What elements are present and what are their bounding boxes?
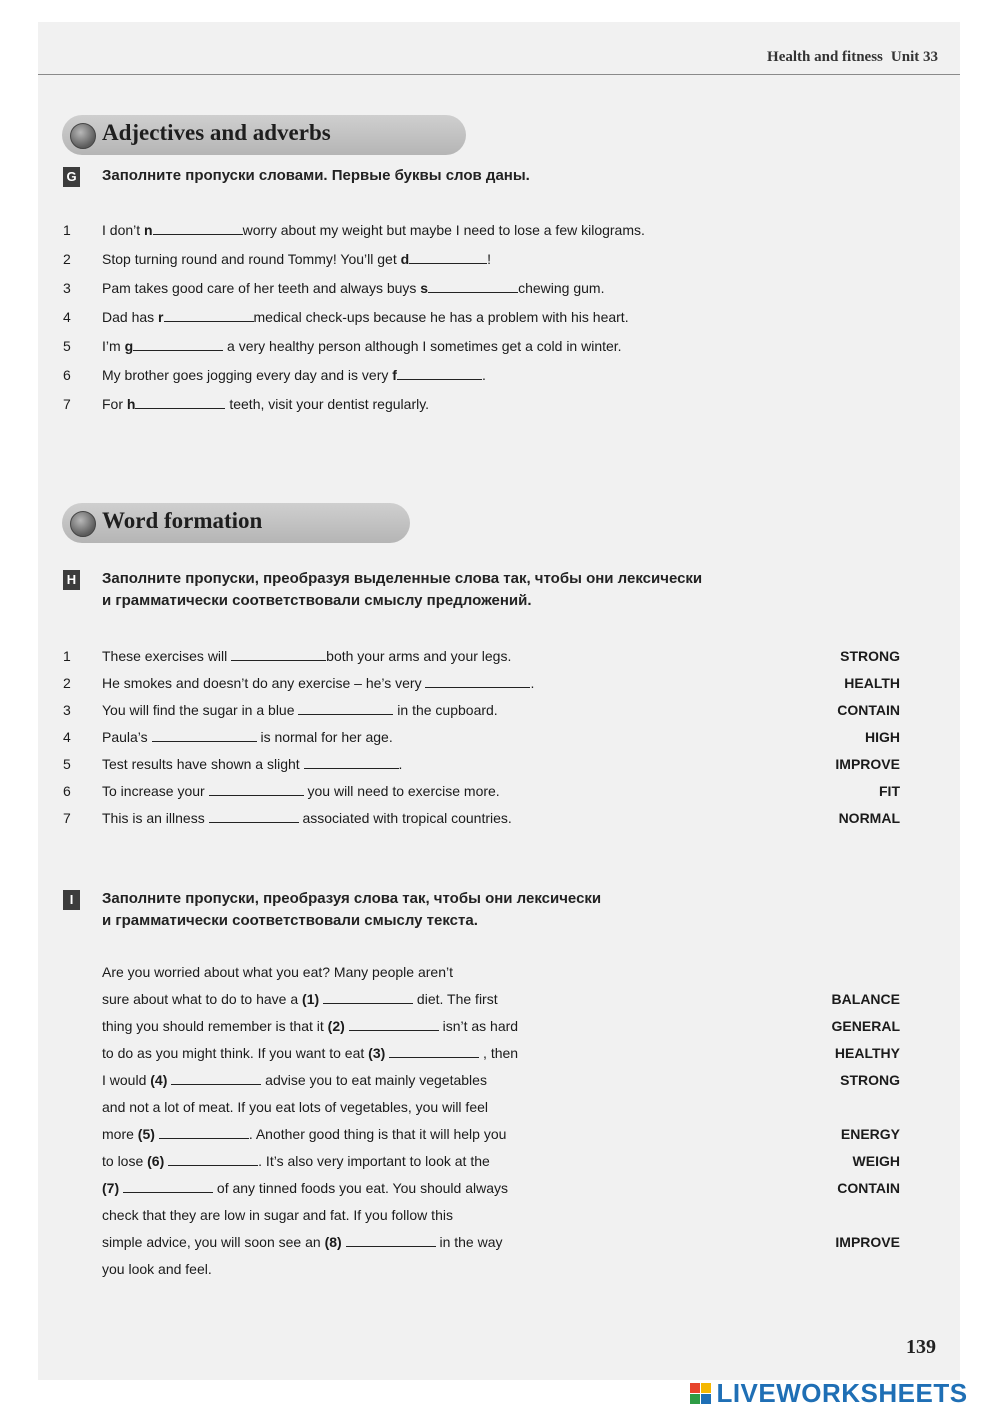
item-number: 4 xyxy=(63,309,71,325)
answer-blank[interactable] xyxy=(428,280,518,293)
sentence-start: Pam takes good care of her teeth and always buys xyxy=(102,280,421,296)
line-end: of any tinned foods you eat. You should always xyxy=(213,1180,509,1196)
item-sentence xyxy=(102,648,511,664)
sentence-end: . xyxy=(481,367,486,383)
sentence-end: worry about my weight but maybe I need to lose a few kilograms. xyxy=(242,222,645,238)
sentence-end: both your arms and your legs. xyxy=(326,648,512,664)
first-letter-hint: f xyxy=(392,367,397,383)
line-start: Are you worried about what you eat? Many people aren’t xyxy=(102,964,453,980)
keyword: CONTAIN xyxy=(837,1180,900,1196)
task-g-instruction: Заполните пропуски словами. Первые буквы слов даны. xyxy=(102,167,530,184)
sentence-start: Paula’s xyxy=(102,729,152,745)
section-title: Adjectives and adverbs xyxy=(102,120,331,145)
text-line xyxy=(102,1126,506,1142)
item-number: 2 xyxy=(63,251,71,267)
sentence-end: medical check-ups because he has a problem with his heart. xyxy=(253,309,629,325)
section-bullet-icon xyxy=(70,123,96,149)
answer-blank[interactable] xyxy=(152,729,257,742)
line-start: check that they are low in sugar and fat. If you follow this xyxy=(102,1207,453,1223)
task-i-line xyxy=(38,1095,960,1121)
first-letter-hint: g xyxy=(124,338,134,354)
sentence-end: is normal for her age. xyxy=(256,729,393,745)
text-line xyxy=(102,991,498,1007)
item-sentence xyxy=(102,729,393,745)
line-start: and not a lot of meat. If you eat lots of vegetables, you will feel xyxy=(102,1099,489,1115)
answer-blank[interactable] xyxy=(135,396,225,409)
text-line xyxy=(102,1234,503,1250)
keyword: STRONG xyxy=(840,648,900,664)
keyword: CONTAIN xyxy=(837,702,900,718)
answer-blank[interactable] xyxy=(209,810,299,823)
text-line xyxy=(102,1261,212,1277)
task-g-item xyxy=(38,218,960,244)
task-h-item xyxy=(38,698,960,724)
answer-blank[interactable] xyxy=(425,675,530,688)
logo-text: LIVEWORKSHEETS xyxy=(716,1378,968,1408)
line-end: in the way xyxy=(435,1234,503,1250)
item-sentence xyxy=(102,702,498,718)
keyword: STRONG xyxy=(840,1072,900,1088)
answer-blank[interactable] xyxy=(409,251,487,264)
task-i-line xyxy=(38,1230,960,1256)
answer-blank[interactable] xyxy=(323,991,413,1004)
gap-number: (6) xyxy=(147,1153,165,1169)
sentence-end: . xyxy=(530,675,535,691)
first-letter-hint: h xyxy=(126,396,136,412)
line-start: sure about what to do to have a xyxy=(102,991,303,1007)
task-g-item xyxy=(38,363,960,389)
text-line xyxy=(102,1045,518,1061)
answer-blank[interactable] xyxy=(159,1126,249,1139)
header-unit: Unit 33 xyxy=(890,49,938,65)
sentence-end: ! xyxy=(487,251,492,267)
answer-blank[interactable] xyxy=(389,1045,479,1058)
sentence-start: To increase your xyxy=(102,783,209,799)
line-start: to lose xyxy=(102,1153,148,1169)
sentence-end: a very healthy person although I sometimes get a cold in winter. xyxy=(223,338,622,354)
item-number: 3 xyxy=(63,702,71,718)
keyword: GENERAL xyxy=(831,1018,900,1034)
task-letter-h: H xyxy=(63,570,80,590)
item-number: 3 xyxy=(63,280,71,296)
sentence-start: These exercises will xyxy=(102,648,232,664)
page-header xyxy=(38,22,960,75)
item-number: 4 xyxy=(63,729,71,745)
answer-blank[interactable] xyxy=(123,1180,213,1193)
line-end: isn’t as hard xyxy=(438,1018,519,1034)
task-h-item xyxy=(38,806,960,832)
task-i-line xyxy=(38,1257,960,1283)
gap-number: (8) xyxy=(324,1234,342,1250)
gap-number: (1) xyxy=(302,991,320,1007)
task-i-line xyxy=(38,1203,960,1229)
task-g-item xyxy=(38,247,960,273)
section-word-formation xyxy=(62,503,410,543)
item-number: 7 xyxy=(63,396,71,412)
gap-number: (2) xyxy=(327,1018,345,1034)
first-letter-hint: n xyxy=(144,222,153,238)
task-i-line xyxy=(38,1041,960,1067)
answer-blank[interactable] xyxy=(168,1153,258,1166)
liveworksheets-logo xyxy=(690,1378,968,1410)
keyword: NORMAL xyxy=(838,810,900,826)
keyword: HEALTH xyxy=(844,675,900,691)
item-sentence xyxy=(102,309,629,325)
task-i-line xyxy=(38,1068,960,1094)
task-i-instruction-line2: и грамматически соответствовали смыслу текста. xyxy=(102,912,478,929)
task-h-item xyxy=(38,671,960,697)
line-start: you look and feel. xyxy=(102,1261,212,1277)
sentence-end: in the cupboard. xyxy=(393,702,498,718)
line-start: I would xyxy=(102,1072,151,1088)
line-start: more xyxy=(102,1126,138,1142)
text-line xyxy=(102,1180,508,1196)
answer-blank[interactable] xyxy=(133,338,223,351)
keyword: HEALTHY xyxy=(834,1045,900,1061)
line-end: , then xyxy=(479,1045,519,1061)
section-adjectives-adverbs xyxy=(62,115,466,155)
item-sentence xyxy=(102,396,429,412)
sentence-start: You will find the sugar in a blue xyxy=(102,702,299,718)
task-i-line xyxy=(38,1014,960,1040)
item-sentence xyxy=(102,222,645,238)
sentence-start: This is an illness xyxy=(102,810,209,826)
task-g-item xyxy=(38,305,960,331)
task-i-line xyxy=(38,987,960,1013)
logo-icon xyxy=(690,1383,712,1405)
sentence-end: teeth, visit your dentist regularly. xyxy=(225,396,430,412)
item-sentence xyxy=(102,338,622,354)
item-number: 1 xyxy=(63,648,71,664)
item-sentence xyxy=(102,810,512,826)
item-sentence xyxy=(102,783,500,799)
sentence-end: chewing gum. xyxy=(518,280,605,296)
answer-blank[interactable] xyxy=(349,1018,439,1031)
task-h-item xyxy=(38,779,960,805)
gap-number: (3) xyxy=(368,1045,386,1061)
task-h-item xyxy=(38,725,960,751)
task-letter-g: G xyxy=(63,167,80,187)
first-letter-hint: r xyxy=(158,309,164,325)
sentence-start: My brother goes jogging every day and is very xyxy=(102,367,393,383)
answer-blank[interactable] xyxy=(153,222,243,235)
item-sentence xyxy=(102,756,402,772)
section-bullet-icon xyxy=(70,511,96,537)
section-title: Word formation xyxy=(102,508,263,533)
item-number: 1 xyxy=(63,222,71,238)
sentence-start: I’m xyxy=(102,338,125,354)
first-letter-hint: d xyxy=(400,251,410,267)
keyword: IMPROVE xyxy=(835,756,900,772)
task-i-line xyxy=(38,960,960,986)
answer-blank[interactable] xyxy=(346,1234,436,1247)
item-number: 6 xyxy=(63,367,71,383)
keyword: IMPROVE xyxy=(835,1234,900,1250)
line-end: . Another good thing is that it will help you xyxy=(248,1126,507,1142)
task-h-instruction-line1: Заполните пропуски, преобразуя выделенные слова так, чтобы они лексически xyxy=(102,570,703,587)
keyword: FIT xyxy=(879,783,900,799)
answer-blank[interactable] xyxy=(164,309,254,322)
sentence-end: you will need to exercise more. xyxy=(303,783,500,799)
task-h-item xyxy=(38,644,960,670)
gap-number: (4) xyxy=(150,1072,168,1088)
sentence-end: . xyxy=(398,756,403,772)
sentence-start: Stop turning round and round Tommy! You’ll get xyxy=(102,251,401,267)
task-g-item xyxy=(38,392,960,418)
sentence-start: I don’t xyxy=(102,222,145,238)
item-number: 2 xyxy=(63,675,71,691)
task-i-line xyxy=(38,1176,960,1202)
task-letter-i: I xyxy=(63,890,80,910)
item-sentence xyxy=(102,280,604,296)
task-g-item xyxy=(38,276,960,302)
sentence-start: Test results have shown a slight xyxy=(102,756,304,772)
item-sentence xyxy=(102,367,486,383)
answer-blank[interactable] xyxy=(231,648,326,661)
item-sentence xyxy=(102,251,491,267)
worksheet-page xyxy=(38,22,960,1380)
gap-number: (7) xyxy=(102,1180,120,1196)
first-letter-hint: s xyxy=(420,280,429,296)
task-h-instruction-line2: и грамматически соответствовали смыслу предложений. xyxy=(102,592,532,609)
task-i-line xyxy=(38,1122,960,1148)
answer-blank[interactable] xyxy=(209,783,304,796)
line-end: . It’s also very important to look at the xyxy=(258,1153,490,1169)
text-line xyxy=(102,1018,518,1034)
keyword: BALANCE xyxy=(831,991,900,1007)
task-i-line xyxy=(38,1149,960,1175)
text-line xyxy=(102,1153,490,1169)
header-section: Health and fitness xyxy=(767,49,883,65)
item-number: 5 xyxy=(63,756,71,772)
sentence-end: associated with tropical countries. xyxy=(298,810,512,826)
answer-blank[interactable] xyxy=(298,702,393,715)
task-i-instruction-line1: Заполните пропуски, преобразуя слова так, чтобы они лексически xyxy=(102,890,602,907)
task-i-instruction xyxy=(102,888,601,932)
keyword: WEIGH xyxy=(852,1153,900,1169)
item-sentence xyxy=(102,675,534,691)
page-number: 139 xyxy=(906,1336,936,1358)
task-h-instruction xyxy=(102,568,702,612)
sentence-start: Dad has xyxy=(102,309,159,325)
line-start: thing you should remember is that it xyxy=(102,1018,328,1034)
sentence-start: For xyxy=(102,396,127,412)
item-number: 5 xyxy=(63,338,71,354)
line-end: advise you to eat mainly vegetables xyxy=(261,1072,487,1088)
text-line xyxy=(102,1099,488,1115)
answer-blank[interactable] xyxy=(171,1072,261,1085)
item-number: 6 xyxy=(63,783,71,799)
text-line xyxy=(102,1072,487,1088)
text-line xyxy=(102,964,453,980)
task-g-item xyxy=(38,334,960,360)
sentence-start: He smokes and doesn’t do any exercise – he’s very xyxy=(102,675,426,691)
line-start: to do as you might think. If you want to eat xyxy=(102,1045,369,1061)
gap-number: (5) xyxy=(137,1126,155,1142)
answer-blank[interactable] xyxy=(397,367,482,380)
answer-blank[interactable] xyxy=(304,756,399,769)
line-start: simple advice, you will soon see an xyxy=(102,1234,325,1250)
keyword: HIGH xyxy=(865,729,900,745)
text-line xyxy=(102,1207,453,1223)
line-end: diet. The first xyxy=(413,991,498,1007)
task-h-item xyxy=(38,752,960,778)
item-number: 7 xyxy=(63,810,71,826)
keyword: ENERGY xyxy=(840,1126,900,1142)
header-title xyxy=(767,49,938,66)
